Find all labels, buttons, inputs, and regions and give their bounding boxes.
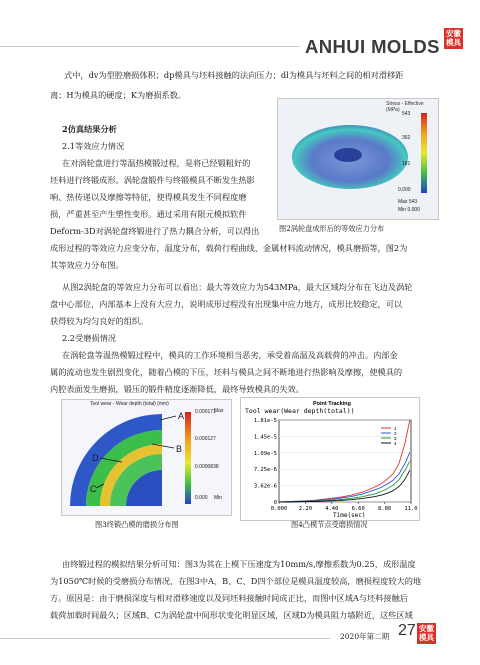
paragraph-line: 损，严重甚至产生塑性变形。通过采用有限元模拟软件 [50,209,247,219]
badge-line: 安徽 [446,29,461,38]
badge-line: 安徽 [419,624,434,633]
legend-footer: Max 543 [398,199,418,205]
legend-tick: 362 [402,135,411,141]
paragraph-line: 由终锻过程的模拟结果分析可知：图3为其在上模下压速度为10mm/s,摩擦系数为0.25，成形温度 [62,559,416,569]
paragraph-line: 其等效应力分布图。 [50,260,124,270]
figure-caption: 图3终锻凸模的磨损分布图 [95,520,179,529]
x-tick-label: 6.60 [351,506,365,512]
paragraph-line: 式中，dv为型腔磨损体积；dp模具与坯料接触的法向压力；dl为模具与坯料之间的相对滑移距 [64,70,404,80]
subsection-heading: 2.2受磨损情况 [62,333,116,343]
legend-title: Stress - Effective (MPa) [386,101,424,113]
paragraph-line: 属的流动也发生剧烈变化，随着凸模的下压，坯料与模具之间不断地进行热影响及摩擦，使模具的 [50,367,403,377]
legend-tick: 0.000171 [195,409,216,415]
plot-area [254,418,418,512]
figure-point-tracking [240,397,420,521]
y-tick-label: 1.81e-5 [253,418,277,424]
paragraph-line: 为1050℃时候的受磨损分布情况，在图3中A、B、C、D四个部位是模具温度较高，磨损程度较大的地 [50,576,422,586]
section-heading: 2仿真结果分析 [62,124,117,134]
x-tick-label: 0.000 [270,506,288,512]
point-label-b: B [176,444,183,454]
point-label-d: D [92,453,99,463]
point-label-c: C [90,484,97,494]
stress-colorbar [421,113,427,193]
y-tick-label: 7.25e-6 [253,467,277,474]
figure-stress-distribution [277,98,439,220]
paragraph-line: 载荷加载时间最久；区域B、C为涡轮盘中间形状变化明显区域，区域D为模具阻力墙附近，这些区域 [50,610,413,620]
wear-colorbar [185,412,191,504]
paragraph-line: 离；H为模具的硬度；K为磨损系数。 [50,90,187,100]
paragraph-line: 响、热传递以及摩擦等特征，使得模具发生不同程度磨 [50,192,247,202]
paragraph-line: 从图2涡轮盘的等效应力分布可以看出：最大等效应力为543MPa，最大区域均分布在飞边及涡轮 [62,282,413,292]
figure-tool-wear [61,399,232,516]
x-tick-label: 4.40 [325,506,339,512]
y-tick-label: 0 [273,500,277,506]
paragraph-line: 坯料进行终锻成形。涡轮盘锻件与终锻模具不断发生热影 [50,175,255,185]
paragraph-line: 在对涡轮盘进行等温热模锻过程，是将已经锻粗好的 [62,158,251,168]
legend-tick: 543 [402,111,411,117]
paragraph-line: 内腔表面发生磨损，锻压的锻件精度逐渐降低，最终导致模具的失效。 [50,384,304,394]
paragraph-line: 获得较为均匀良好的组织。 [50,316,149,326]
issue-label: 2020年第二期 [340,632,390,641]
leader-line [160,416,176,420]
legend-footer: Max [214,408,224,414]
badge-line: 模具 [446,38,461,47]
legend-footer: Min [214,495,223,501]
page-number: 27 [398,622,416,639]
paragraph-line: 盘中心部位，内部基本上没有大应力，说明成形过程没有出现集中应力地方，成形比较稳定，可以 [50,299,403,309]
y-tick-label: 3.62e-6 [253,483,277,490]
chart-title: Point Tracking [313,401,351,407]
legend-label: 4 [394,441,397,446]
footer-rule [0,638,330,639]
point-label-a: A [178,411,185,421]
legend-footer: Min 0.000 [398,207,420,213]
brand-badge [444,28,463,49]
legend-tick: 0.000 [195,495,208,501]
disk-hub [334,148,362,162]
badge-line: 模具 [419,633,434,642]
paragraph-line: 在涡轮盘等温热模锻过程中，模具的工作环境相当恶劣，承受着高温及高载荷的冲击。内部金 [62,350,398,360]
paragraph-line: 成形过程的等效应力应变分布，温度分布，载荷行程曲线、金属材料流动情况，模具磨损等，图2为 [50,243,408,253]
y-tick-label: 1.09e-5 [253,450,277,457]
x-axis-label: Time(sec) [333,512,366,519]
subsection-heading: 2.1等效应力情况 [62,141,125,151]
legend-label: 3 [394,436,397,441]
footer-badge [417,623,436,644]
figure-caption: 图4凸模节点受磨损情况 [291,520,368,529]
point-tracking-chart [241,398,419,520]
y-axis-label: Tool wear(Wear depth(total)) [245,407,355,415]
paragraph-line: Deform-3D对涡轮盘终锻进行了热力耦合分析，可以得出 [50,226,260,236]
figure-title: Tool wear - Wear depth (total) (mm) [90,401,169,407]
legend-label: 1 [394,426,397,431]
x-tick-label: 2.20 [298,506,313,512]
y-tick-label: 1.45e-5 [253,434,277,441]
x-tick-label: 11.0 [404,506,418,512]
legend-tick: 181 [402,161,411,167]
legend-tick: 0.000127 [195,436,216,442]
legend-tick: 0.000 [398,187,411,193]
brand-title: ANHUI MOLDS [305,36,440,57]
header-rule [0,46,300,47]
figure-caption: 图2涡轮盘成形后的等效应力分布 [279,224,385,233]
legend-tick: 0.0000838 [195,464,219,470]
x-tick-label: 8.80 [377,506,392,512]
paragraph-line: 方。原因是：由于磨损深度与相对滑移速度以及同坯料接触时间成正比，而图中区域A与坯料接触后 [50,593,408,603]
legend-label: 2 [394,431,397,436]
plot-frame [279,420,411,502]
